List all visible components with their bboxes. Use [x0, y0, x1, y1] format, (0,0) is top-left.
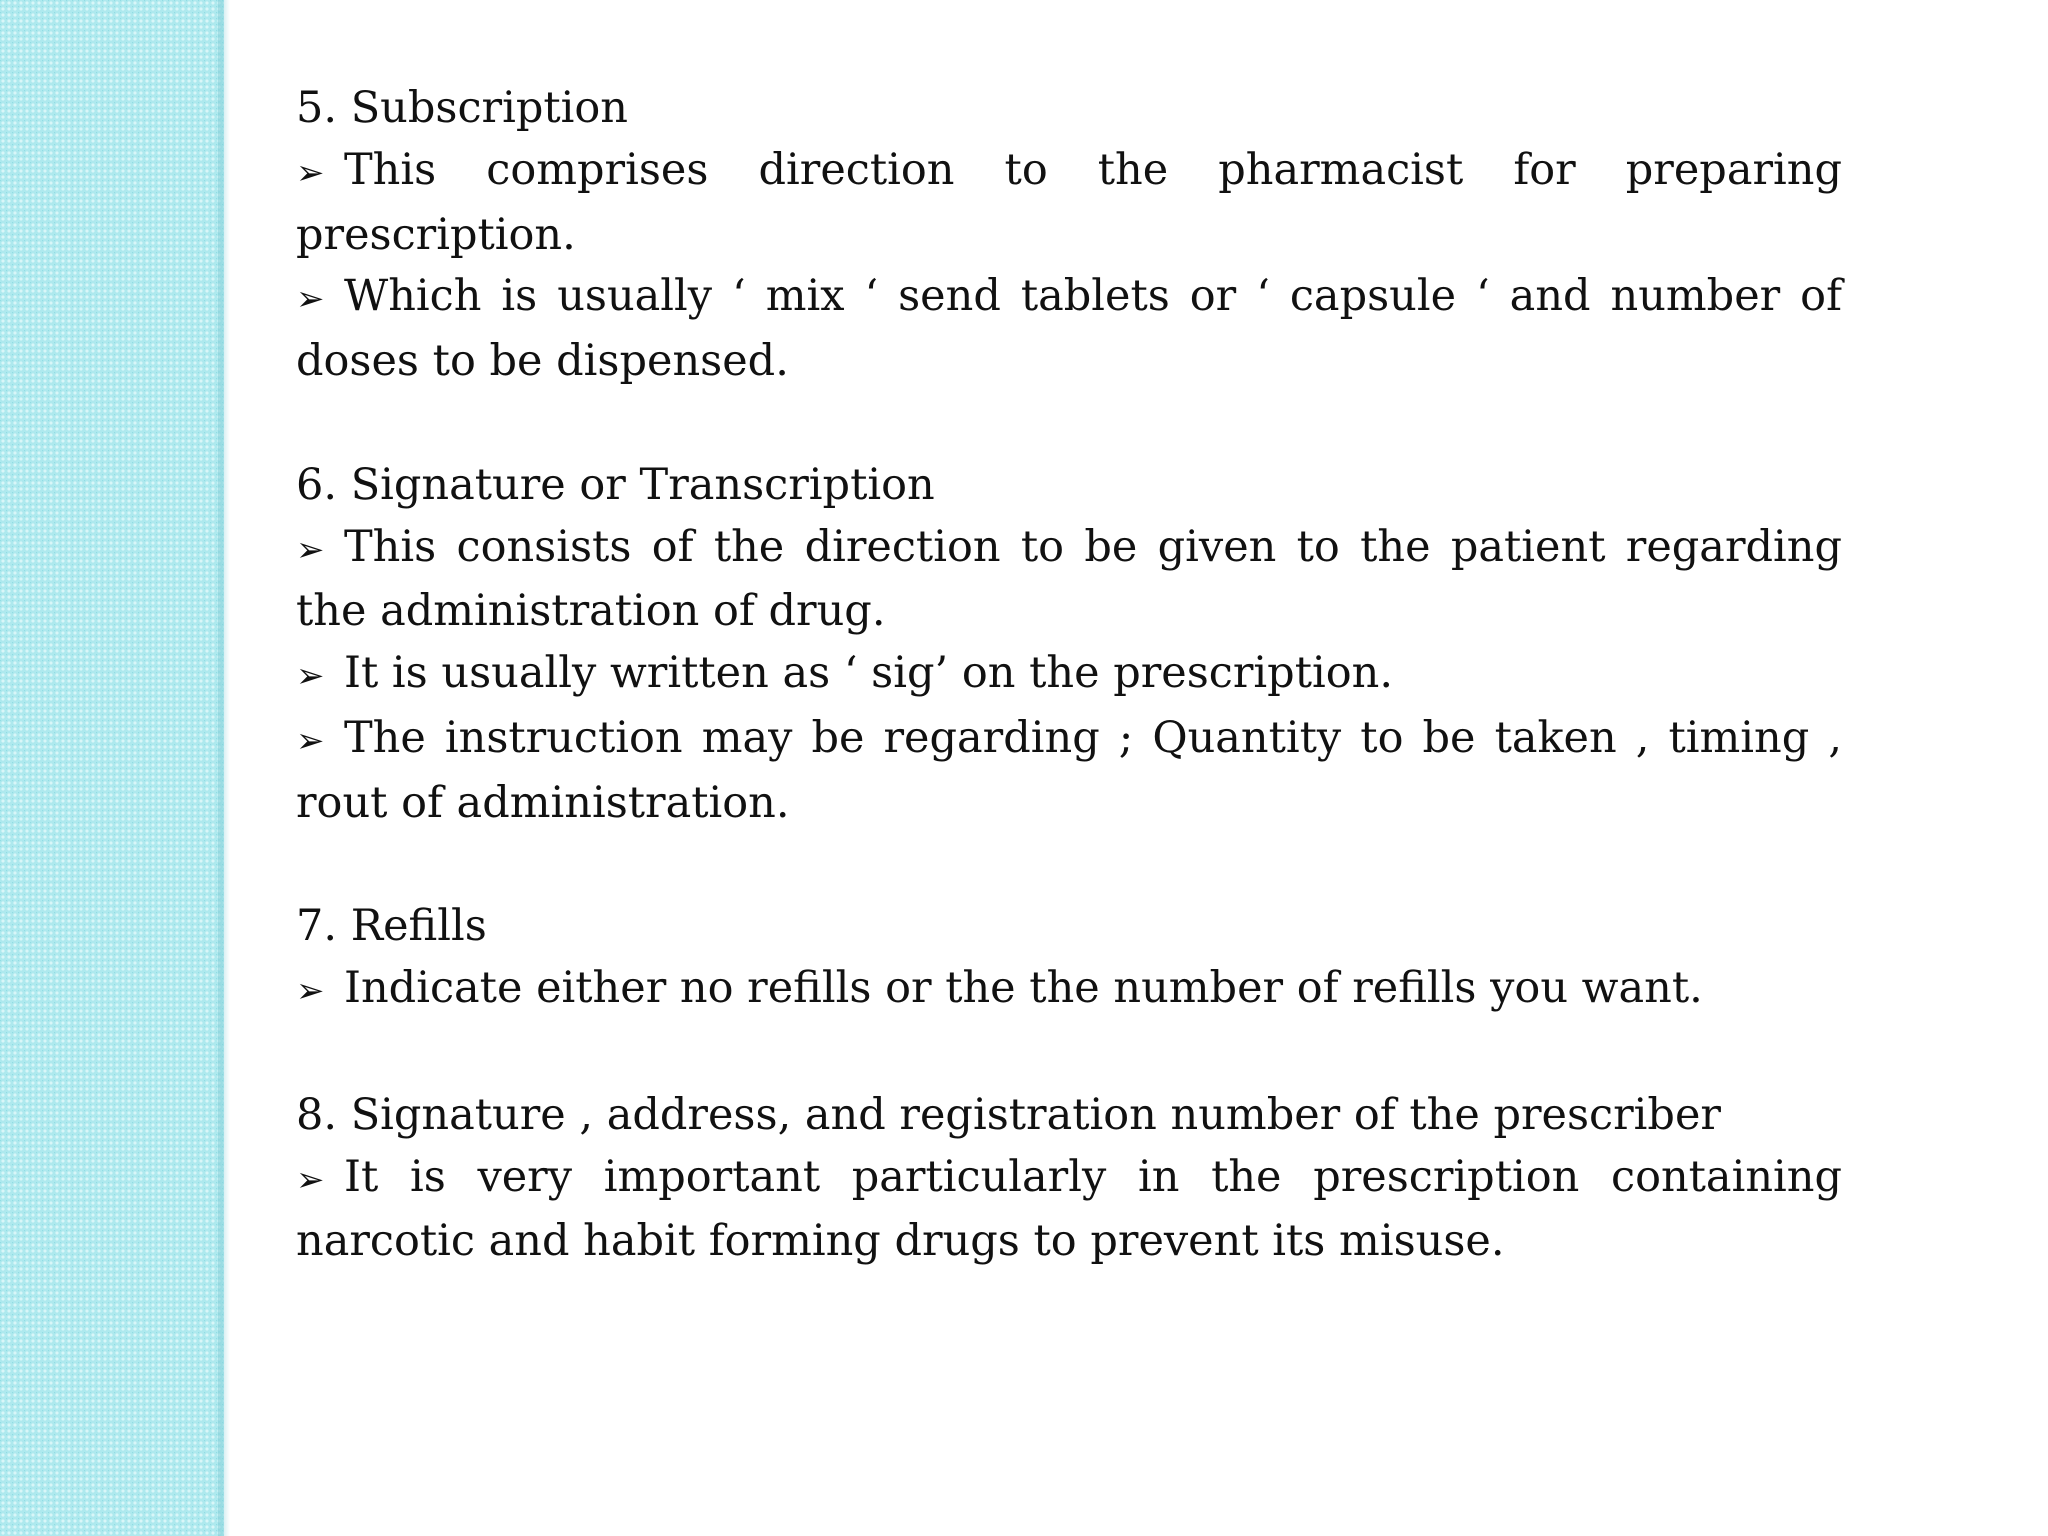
- slide-content: [296, 78, 1842, 1273]
- arrow-bullet-icon: ➢: [296, 971, 325, 1012]
- bullet-item: [296, 708, 1842, 835]
- bullet-item: [296, 266, 1842, 393]
- bullet-text: The instruction may be regarding ; Quantity to be taken , timing , rout of administration.: [296, 712, 1842, 828]
- section-title: 7. Refills: [296, 901, 487, 952]
- arrow-bullet-icon: ➢: [296, 656, 325, 697]
- bullet-text: This consists of the direction to be given to the patient regarding the administration of drug.: [296, 521, 1842, 637]
- arrow-bullet-icon: ➢: [296, 152, 325, 193]
- bullet-text: It is usually written as ‘ sig’ on the prescription.: [344, 648, 1393, 699]
- section-prescriber-signature: [296, 1085, 1842, 1273]
- section-signature-transcription: [296, 455, 1842, 835]
- bullet-item: [296, 958, 1842, 1023]
- section-title: 8. Signature , address, and registration number of the prescriber: [296, 1089, 1721, 1140]
- arrow-bullet-icon: ➢: [296, 720, 325, 761]
- bullet-item: [296, 517, 1842, 644]
- bullet-item: [296, 140, 1842, 267]
- side-band-edge: [218, 0, 230, 1536]
- section-spacer: [296, 393, 1842, 455]
- section-refills: [296, 896, 1842, 1023]
- bullet-text: Indicate either no refills or the the number of refills you want.: [344, 963, 1703, 1014]
- section-title: 5. Subscription: [296, 83, 628, 133]
- bullet-item: [296, 1147, 1842, 1274]
- arrow-bullet-icon: ➢: [296, 279, 325, 320]
- arrow-bullet-icon: ➢: [296, 529, 325, 570]
- arrow-bullet-icon: ➢: [296, 1159, 325, 1200]
- section-spacer: [296, 835, 1842, 897]
- bullet-text: This comprises direction to the pharmacist for preparing prescription.: [296, 144, 1842, 260]
- section-spacer: [296, 1023, 1842, 1085]
- bullet-item: [296, 643, 1842, 708]
- section-title: 6. Signature or Transcription: [296, 459, 935, 510]
- bullet-text: Which is usually ‘ mix ‘ send tablets or ‘ capsule ‘ and number of doses to be dispensed.: [296, 271, 1842, 387]
- decorative-side-band: [0, 0, 224, 1536]
- section-subscription: [296, 78, 1842, 393]
- bullet-text: It is very important particularly in the prescription containing narcotic and habit forming drugs to prevent its misuse.: [296, 1151, 1842, 1267]
